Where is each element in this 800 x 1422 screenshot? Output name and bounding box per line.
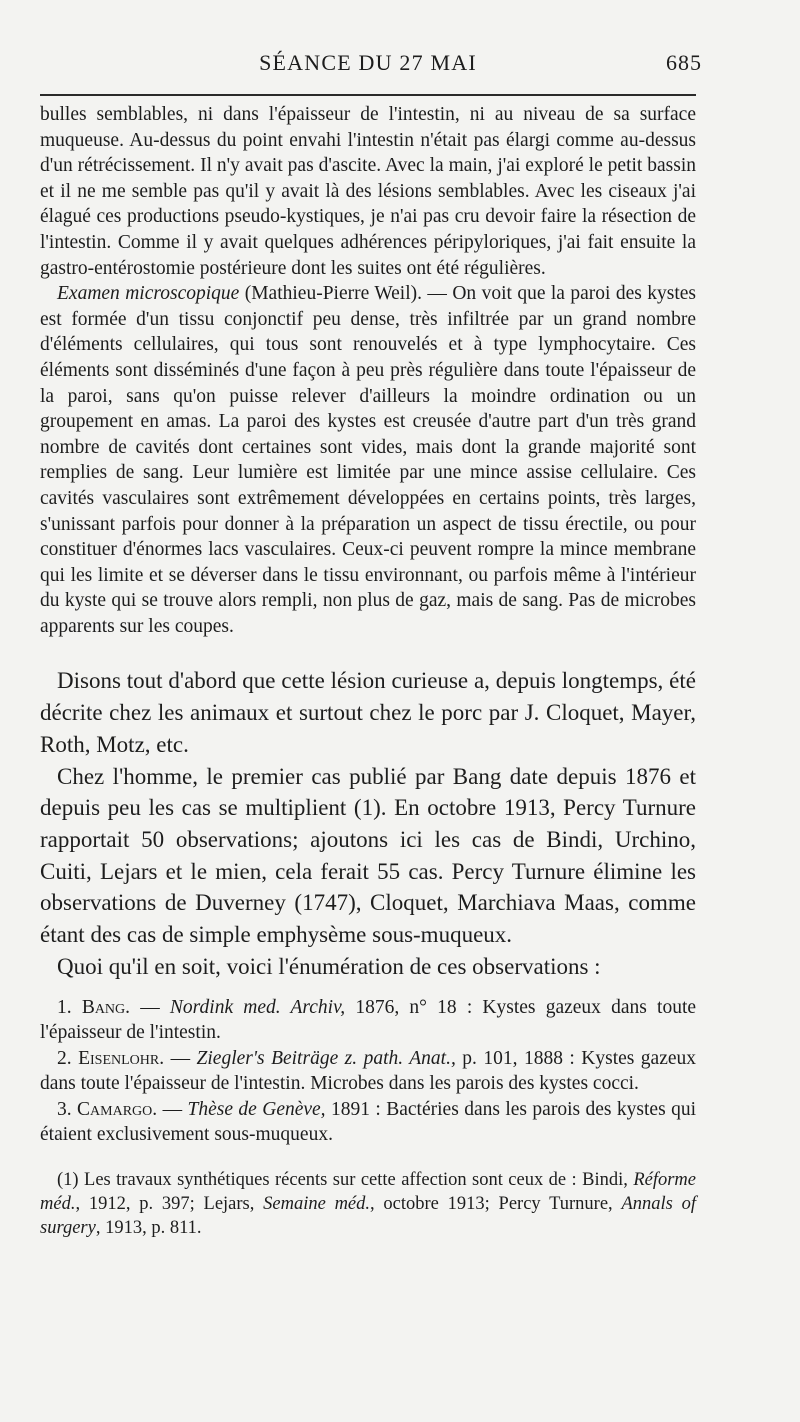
observation-dash: — <box>164 1047 197 1069</box>
observation-dash: — <box>157 1098 188 1120</box>
footnote-text: , 1913, p. 811. <box>95 1218 202 1239</box>
observation-number: 3. <box>57 1098 72 1120</box>
discussion-paragraph-1: Disons tout d'abord que cette lésion curieuse a, depuis longtemps, été décrite chez les animaux et surtout chez le porc par J. Cloquet, Mayer, Roth, Motz, etc. <box>40 668 696 757</box>
footnote-text: , octobre 1913; Percy Turnure, <box>370 1194 622 1215</box>
observation-source: Thèse de Genève, <box>187 1098 326 1120</box>
exam-text: (Mathieu-Pierre Weil). — On voit que la paroi des kystes est formée d'un tissu conjonctif peu dense, très infiltrée par un grand nombre d'éléments cellulaires, qui tous sont renouvelés et à type lymphocytaire. Ces éléments sont disséminés d'une façon à peu près régulière dans toute l'épaisseur de la paroi, sans qu'on puisse relever d'ailleurs la moindre ordination ou un groupement en amas. La paroi des kystes est creusée d'autre part d'un très grand nombre de cavités dont certaines sont vides, mais dont la grande majorité sont remplies de sang. Leur lumière est limitée par une mince assise cellulaire. Ces cavités vasculaires sont extrêmement développées en certains points, très larges, s'unissant parfois pour donner à la préparation un aspect de tissu érectile, ou pour constituer d'énormes lacs vasculaires. Ceux-ci peuvent rompre la mince membrane qui les limite et se déverser dans le tissu environnant, ou parfois même à l'intérieur du kyste qui se trouve alors rempli, non plus de gaz, mais de sang. Pas de microbes apparents sur les coupes. <box>40 283 697 637</box>
exam-label: Examen microscopique <box>57 283 240 305</box>
observation-author: Eisenlohr. <box>78 1047 165 1069</box>
running-title: SÉANCE DU 27 MAI <box>259 50 477 75</box>
footnote-text: , 1912, p. 397; Lejars, <box>75 1194 264 1215</box>
footnote <box>40 1168 696 1240</box>
observation-number: 2. <box>57 1047 72 1069</box>
observation-source: Nordink med. Archiv, <box>169 996 346 1018</box>
observation-dash: — <box>130 996 170 1018</box>
observation-text: 1891 : Bactéries dans les parois des kystes qui étaient exclusivement sous-muqueux. <box>40 1098 697 1146</box>
discussion-paragraph-3: Quoi qu'il en soit, voici l'énumération de ces observations : <box>57 953 601 979</box>
footnote-gap <box>40 1148 696 1168</box>
observation-item <box>40 1097 696 1148</box>
microscopic-exam-paragraph <box>40 281 696 639</box>
observation-author: Bang. <box>81 996 131 1018</box>
observation-item <box>40 995 696 1046</box>
discussion-paragraph-2: Chez l'homme, le premier cas publié par Bang date depuis 1876 et depuis peu les cas se multiplient (1). En octobre 1913, Percy Turnure rapportait 50 observations; ajoutons ici les cas de Bindi, Urchino, Cuiti, Lejars et le mien, cela ferait 55 cas. Percy Turnure élimine les observations de Duverney (1747), Cloquet, Marchiava Maas, comme étant des cas de simple emphysème sous-muqueux. <box>40 763 696 948</box>
observation-author: Camargo. <box>77 1098 158 1120</box>
observation-source: Ziegler's Beiträge z. path. Anat., <box>196 1047 456 1069</box>
running-header <box>40 44 702 90</box>
observation-text: p. 101, 1888 : Kystes gazeux dans toute l'épaisseur de l'intestin. Microbes dans les parois des kystes cocci. <box>40 1047 697 1095</box>
footnote-journal: Semaine méd. <box>263 1194 371 1215</box>
footnote-text: Les travaux synthétiques récents sur cette affection sont ceux de : Bindi, <box>78 1170 634 1191</box>
footnote-journal: Annals of surgery <box>40 1194 696 1239</box>
observation-item <box>40 1046 696 1097</box>
page-body <box>40 102 696 1240</box>
header-rule <box>40 94 696 96</box>
footnote-journal: Réforme méd. <box>40 1170 696 1215</box>
list-gap <box>40 983 696 995</box>
footnote-marker: (1) <box>57 1170 79 1191</box>
observation-number: 1. <box>57 996 72 1018</box>
observation-text: 1876, n° 18 : Kystes gazeux dans toute l'épaisseur de l'intestin. <box>40 996 697 1044</box>
case-report-continuation: bulles semblables, ni dans l'épaisseur de l'intestin, ni au niveau de sa surface muqueuse. Au-dessus du point envahi l'intestin n'était pas élargi comme au-dessus d'un rétrécissement. Il n'y avait pas d'ascite. Avec la main, j'ai exploré le petit bassin et il ne me semble pas qu'il y avait là des lésions semblables. Avec les ciseaux j'ai élagué ces productions pseudo-kystiques, je n'ai pas cru devoir faire la résection de l'intestin. Comme il y avait quelques adhérences péripyloriques, j'ai fait ensuite la gastro-entérostomie postérieure dont les suites ont été régulières. <box>40 104 696 279</box>
page-number: 685 <box>666 50 702 75</box>
section-gap <box>40 639 696 665</box>
